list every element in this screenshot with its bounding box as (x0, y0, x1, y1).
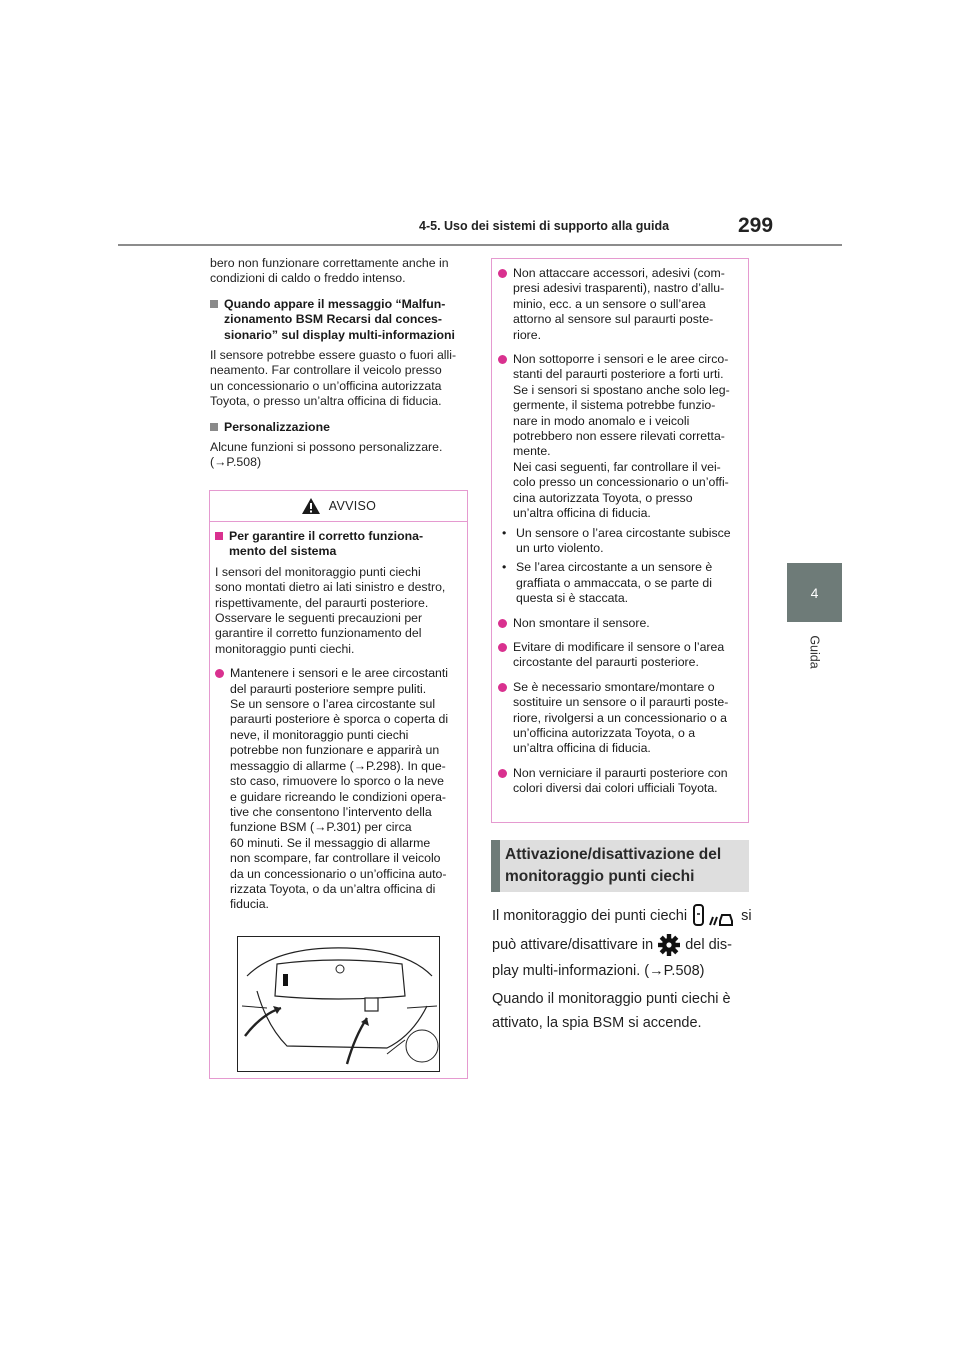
list-item (498, 616, 742, 631)
body-line: colori diversi dai colori ufficiali Toyota. (513, 781, 718, 796)
square-bullet-icon (210, 300, 218, 308)
body-line: Nei casi seguenti, far controllare il vei- (513, 459, 721, 474)
square-bullet-icon (215, 532, 223, 540)
body-line: un’altra officina di fiducia. (513, 506, 651, 521)
page-reference-link[interactable]: play multi-informazioni. (→P.508) (492, 963, 705, 979)
body-line: Se un sensore o l’area circostante sul (230, 697, 436, 712)
body-line: attivato, la spia BSM si accende. (492, 1015, 702, 1031)
body-line: Un sensore o l’area circostante subisce (516, 525, 731, 540)
body-line: funzione BSM (→P.301) per circa (230, 820, 412, 835)
body-text: del dis- (685, 937, 732, 953)
gear-icon (658, 934, 680, 956)
title-line: monitoraggio punti ciechi (505, 868, 695, 885)
body-line: minio, ecc. a un sensore o sull’area (513, 296, 706, 311)
body-line: monitoraggio punti ciechi. (215, 641, 355, 656)
left-column-text (210, 256, 470, 471)
body-line: fiducia. (230, 897, 269, 912)
body-line: neamento. Far controllare il veicolo presso (210, 363, 442, 378)
heading-line: Quando appare il messaggio “Malfun- (224, 296, 446, 311)
page-reference-link[interactable]: (→P.508) (210, 455, 262, 470)
dash-bullet: • (502, 560, 507, 575)
body-line: Non sottoporre i sensori e le aree circo- (513, 352, 729, 367)
body-line: riore. (513, 327, 542, 342)
body-line: non scompare, far controllare il veicolo (230, 851, 441, 866)
body-line: circostante del paraurti posteriore. (513, 655, 699, 670)
list-item (498, 352, 742, 521)
list-item (215, 666, 461, 913)
body-line: garantire il corretto funzionamento del (215, 626, 422, 641)
warning-triangle-icon (301, 497, 321, 515)
body-line: e guidare ricreando le condizioni opera- (230, 789, 447, 804)
body-line: attorno al sensore sul paraurti poste- (513, 312, 714, 327)
body-line: rizzata Toyota, o da un’altra officina di (230, 881, 436, 896)
body-line: del paraurti posteriore sempre puliti. (230, 681, 427, 696)
intro-line: condizioni di caldo o freddo intenso. (210, 271, 406, 286)
body-line: Non attaccare accessori, adesivi (com- (513, 266, 725, 280)
body-line: tive che consentono l’intervento della (230, 804, 432, 819)
body-line: Evitare di modificare il sensore o l’area (513, 639, 725, 654)
bullet-dot-icon (498, 355, 507, 364)
chapter-label-text: Guida (807, 635, 822, 669)
body-line: potrebbe non funzionare e apparirà un (230, 743, 440, 758)
heading-line: Personalizzazione (224, 419, 330, 434)
body-line: rispettivamente, del paraurti posteriore. (215, 595, 429, 610)
body-line: un’officina autorizzata Toyota, o a (513, 725, 696, 740)
body-line: neve, il monitoraggio punti ciechi (230, 727, 409, 742)
body-text: Il monitoraggio dei punti ciechi (492, 908, 688, 924)
page-number: 299 (738, 214, 774, 237)
rear-bumper-illustration (237, 936, 440, 1072)
intro-line: bero non funzionare correttamente anche in (210, 256, 449, 270)
body-line: riore, rivolgersi a un concessionario o a (513, 710, 727, 725)
list-item (498, 266, 742, 343)
body-line: Se è necessario smontare/montare o (513, 679, 715, 694)
body-line: potrebbero non essere rilevati corretta- (513, 429, 725, 444)
body-line: da un concessionario o un’officina auto- (230, 866, 447, 881)
warning-title: AVVISO (328, 499, 377, 513)
body-line: nare in modo anomalo e i veicoli (513, 413, 690, 428)
section-heading-personalization (210, 420, 470, 435)
body-line: Toyota, o presso un’altra officina di fiducia. (210, 394, 442, 409)
heading-line: Per garantire il corretto funziona- (229, 529, 424, 543)
body-line: questa si è staccata. (516, 591, 629, 606)
body-line: I sensori del monitoraggio punti ciechi (215, 564, 421, 579)
bullet-dot-icon (498, 269, 507, 278)
body-text: si (741, 908, 752, 924)
square-bullet-icon (210, 423, 218, 431)
body-line: paraurti posteriore è sporca o coperta di (230, 712, 449, 727)
body-line: sto caso, rimuovere lo sporco o la neve (230, 774, 444, 789)
warning-body (210, 522, 467, 913)
body-line: cina autorizzata Toyota, o presso (513, 490, 693, 505)
activation-title (505, 844, 721, 888)
body-line: Osservare le seguenti precauzioni per (215, 611, 423, 626)
body-line: un concessionario o un’officina autorizzata (210, 378, 442, 393)
body-line: colo presso un concessionario o un’offi- (513, 475, 729, 490)
body-line: Il sensore potrebbe essere guasto o fuori alli- (210, 348, 457, 363)
bullet-dot-icon (215, 669, 224, 678)
body-line: sostituire un sensore o il paraurti poste- (513, 695, 729, 710)
section-title: 4-5. Uso dei sistemi di supporto alla guida (419, 219, 670, 233)
chapter-number: 4 (810, 584, 819, 601)
body-line: Quando il monitoraggio punti ciechi è (492, 991, 731, 1007)
body-line: presi adesivi trasparenti), nastro d’allu- (513, 281, 725, 296)
body-line: Non smontare il sensore. (513, 615, 650, 630)
body-line: 60 minuti. Se il messaggio di allarme (230, 835, 431, 850)
bullet-dot-icon (498, 619, 507, 628)
header-divider (118, 244, 842, 246)
body-line: Alcune funzioni si possono personalizzare. (210, 440, 443, 455)
warning-box (209, 490, 468, 1079)
body-line: un urto violento. (516, 540, 604, 555)
heading-line: mento del sistema (229, 544, 337, 559)
heading-accent-bar (491, 840, 500, 892)
list-item (498, 526, 742, 557)
body-line: mente. (513, 444, 551, 459)
heading-line: zionamento BSM Recarsi dal conces- (224, 312, 442, 327)
body-line: messaggio di allarme (→P.298). In que- (230, 758, 446, 773)
bullet-dot-icon (498, 643, 507, 652)
blind-spot-monitor-icon (692, 903, 736, 929)
body-line: Se i sensori si spostano anche solo leg- (513, 382, 730, 397)
activation-heading-box (491, 840, 749, 892)
list-item (498, 560, 742, 606)
bullet-dot-icon (498, 769, 507, 778)
list-item (498, 766, 742, 797)
list-item (498, 640, 742, 671)
heading-line: sionario” sul display multi-informazioni (224, 327, 455, 342)
body-line: germente, il sistema potrebbe funzio- (513, 398, 716, 413)
activation-body (492, 903, 757, 1035)
warning-heading (215, 529, 461, 560)
dash-bullet: • (502, 525, 507, 540)
warning-header (210, 491, 467, 522)
list-item (498, 680, 742, 757)
body-line: Se l’area circostante a un sensore è (516, 560, 713, 575)
body-line: stanti del paraurti posteriore a forti urti. (513, 367, 724, 382)
precautions-box (491, 258, 749, 823)
title-line: Attivazione/disattivazione del (505, 846, 722, 863)
body-text: può attivare/disattivare in (492, 937, 654, 953)
section-heading-malfunction (210, 297, 470, 343)
body-line: sono montati dietro ai lati sinistro e destro, (215, 580, 446, 595)
body-line: Mantenere i sensori e le aree circostanti (230, 666, 449, 681)
body-line: Non verniciare il paraurti posteriore con (513, 765, 728, 780)
body-line: un’altra officina di fiducia. (513, 741, 651, 756)
bullet-dot-icon (498, 683, 507, 692)
body-line: graffiata o ammaccata, o se parte di (516, 575, 712, 590)
chapter-label (787, 632, 842, 672)
chapter-tab[interactable] (787, 563, 842, 622)
